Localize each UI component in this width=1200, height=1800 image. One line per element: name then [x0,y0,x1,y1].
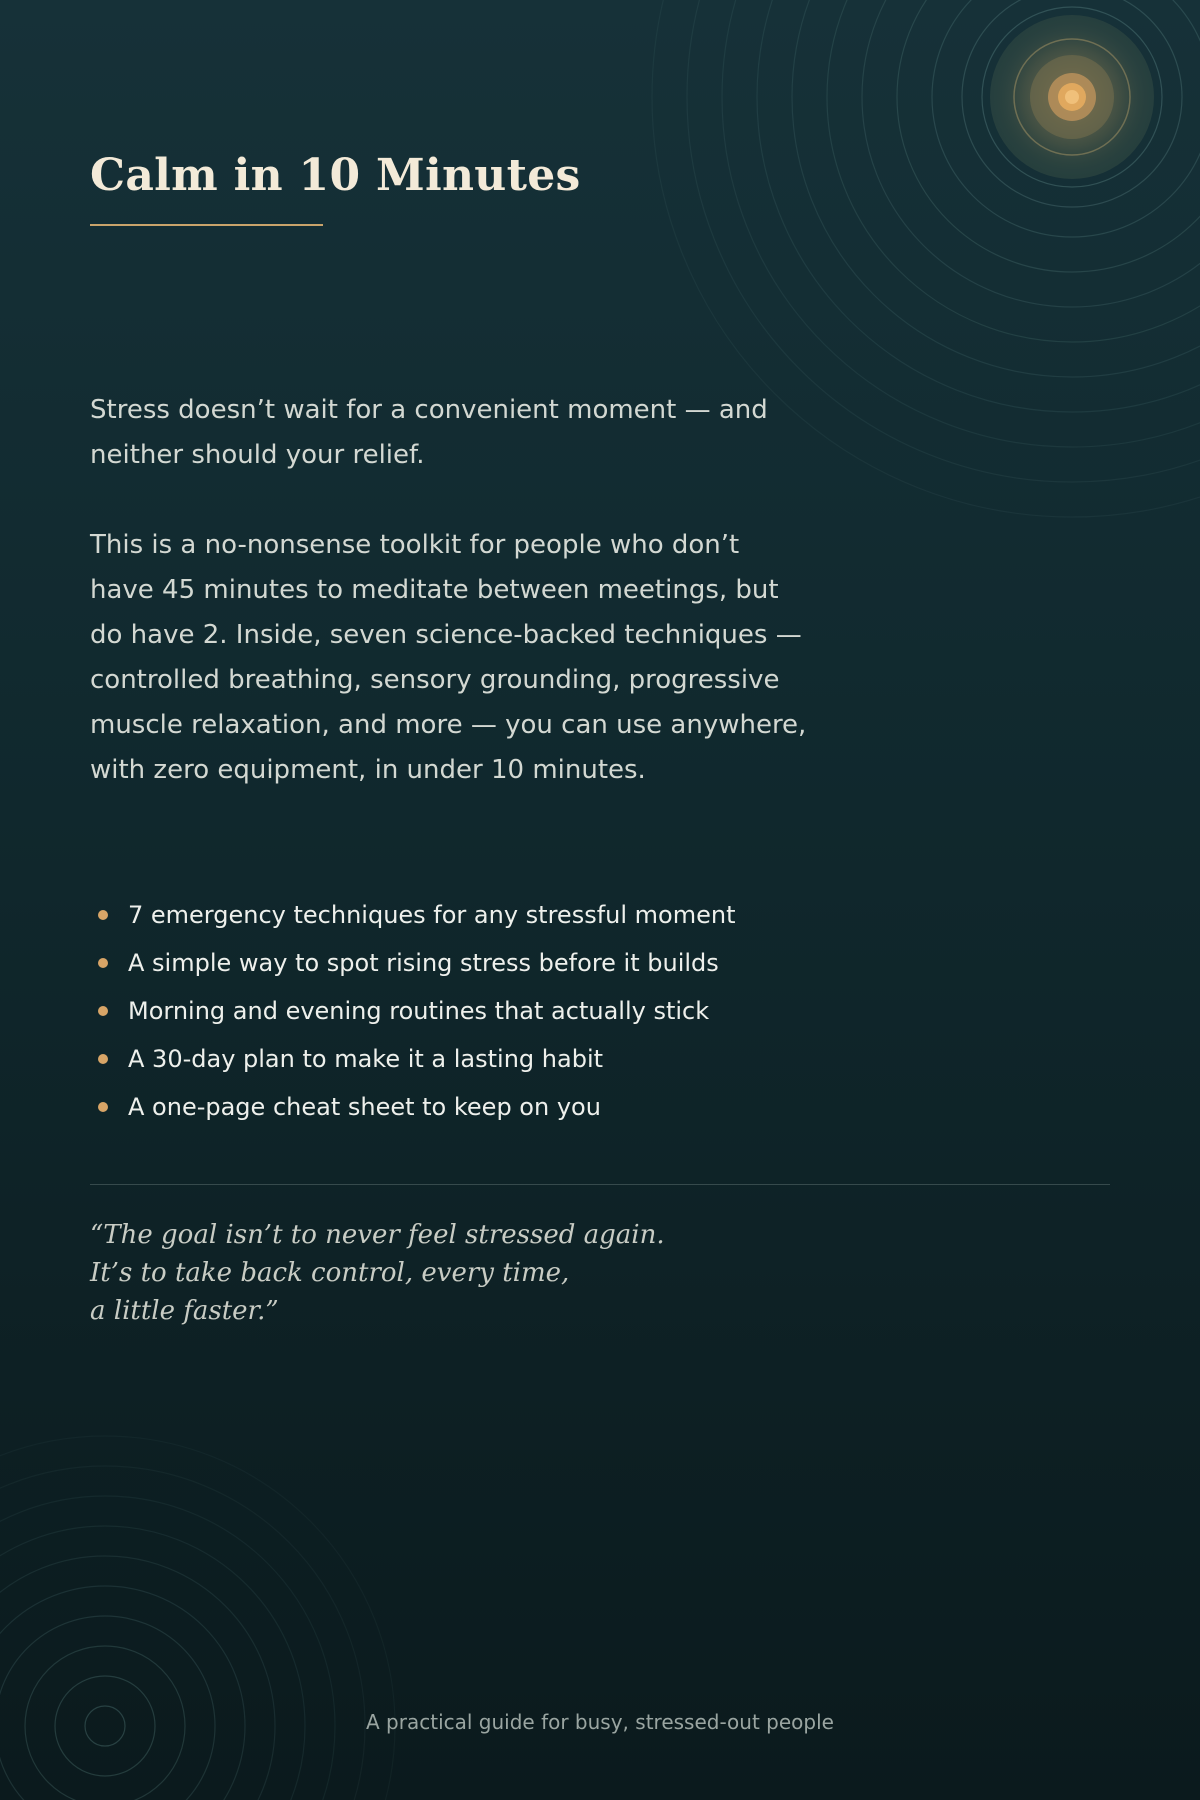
feature-item [90,987,890,1035]
bullet-dot-icon [98,1102,108,1112]
bullet-dot-icon [98,1006,108,1016]
feature-text: A 30-day plan to make it a lasting habit [128,1045,604,1073]
ripple-circles-decoration [0,1360,480,1800]
tagline: A practical guide for busy, stressed-out people [366,1710,834,1734]
page-title: Calm in 10 Minutes [90,150,581,201]
feature-text: Morning and evening routines that actually stick [128,997,710,1025]
quote-line: a little faster.” [90,1296,279,1326]
feature-item [90,1035,890,1083]
feature-item [90,891,890,939]
feature-item [90,1083,890,1131]
bullet-dot-icon [98,1054,108,1064]
pull-quote [90,1216,890,1330]
feature-item [90,939,890,987]
lead-paragraph: Stress doesn’t wait for a convenient moment — and neither should your relief. [90,395,768,470]
title-underline [90,224,323,226]
bullet-dot-icon [98,910,108,920]
body-paragraph: This is a no-nonsense toolkit for people who don’t have 45 minutes to meditate between meetings, but do have 2. Inside, seven science-backed techniques — controlled breathing, sensory grounding, progressive muscle relaxation, and more — you can use anywhere, with zero equipment, in under 10 minutes. [90,530,807,785]
section-divider [90,1184,1110,1185]
feature-text: A one-page cheat sheet to keep on you [128,1093,601,1121]
feature-text: 7 emergency techniques for any stressful moment [128,901,736,929]
quote-line: It’s to take back control, every time, [90,1258,570,1288]
bullet-dot-icon [98,958,108,968]
feature-text: A simple way to spot rising stress before it builds [128,949,719,977]
quote-line: “The goal isn’t to never feel stressed again. [90,1220,665,1250]
feature-list [90,891,890,1131]
